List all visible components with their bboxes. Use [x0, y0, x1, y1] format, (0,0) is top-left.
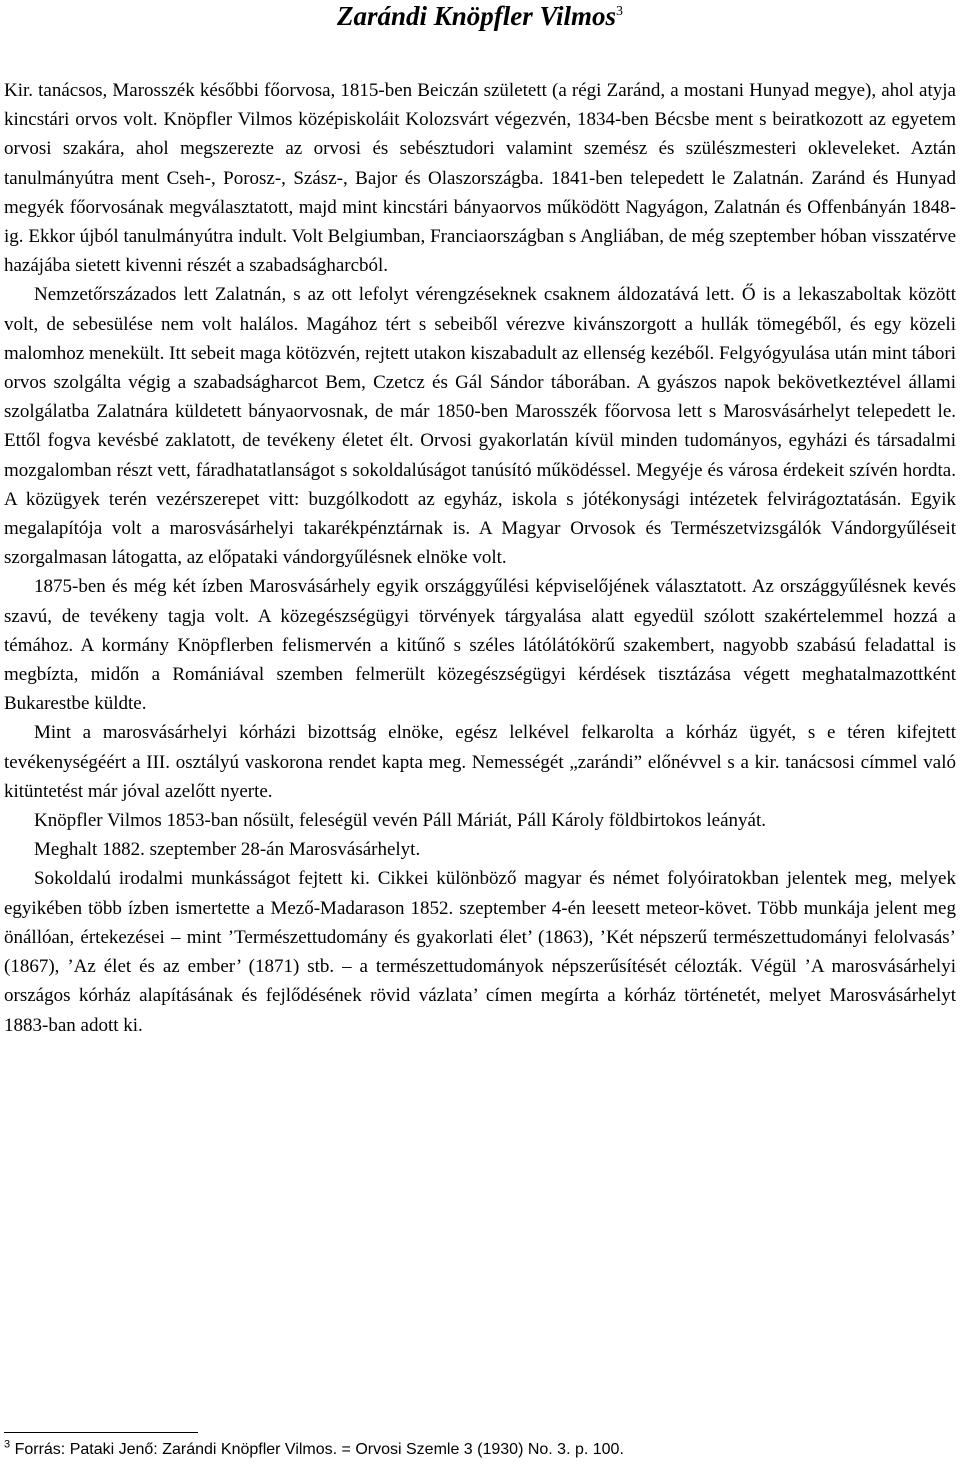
paragraph-6: Meghalt 1882. szeptember 28-án Marosvásárhelyt.: [34, 839, 421, 861]
paragraph-3: 1875-ben és még két ízben Marosvásárhely egyik országgyűlési képviselőjének választatott. Az országgyűlésnek kevés szavú, de tevékeny tagja volt. A közegészségügyi törvények tárgyalása alatt egyedül szólott szakértelemmel hozzá a témához. A kormány Knöpflerben felismervén a kitűnő s széles látólátókörű szakembert, nagyobb szabású feladattal is megbízta, midőn a Romániával szemben felmerült közegészségügyi kérdések tisztázása végett meghatalmazottként Bukarestbe küldte.: [4, 576, 956, 715]
footnote-text: Forrás: Pataki Jenő: Zarándi Knöpfler Vilmos. = Orvosi Szemle 3 (1930) No. 3. p. 100.: [14, 1441, 624, 1458]
document-page: [4, 0, 956, 1040]
paragraph-1: Kir. tanácsos, Marosszék későbbi főorvosa, 1815-ben Beiczán született (a régi Zaránd, a mostani Hunyad megye), ahol atyja kincstári orvos volt. Knöpfler Vilmos középiskoláit Kolozsvárt végezvén, 1834-ben Bécsbe ment s beiratkozott az egyetem orvosi szakára, ahol megszerezte az orvosi és sebésztudori valamint szemész és szülészmesteri okleveleket. Aztán tanulmányútra ment Cseh-, Porosz-, Szász-, Bajor és Olaszországba. 1841-ben telepedett le Zalatnán. Zaránd és Hunyad megyék főorvosának megválasztatott, majd mint kincstári bányaorvos működött Nagyágon, Zalatnán és Offenbányán 1848-ig. Ekkor újból tanulmányútra indult. Volt Belgiumban, Franciaországban s Angliában, de még szeptember hóban visszatérve hazájába sietett kivenni részét a szabadságharcból.: [4, 80, 956, 277]
page-title: [4, 0, 956, 32]
footnote: [4, 1440, 624, 1460]
paragraph-2: Nemzetőrszázados lett Zalatnán, s az ott lefolyt vérengzéseknek csaknem áldozatává lett. Ő is a lekaszaboltak között volt, de sebesülése nem volt halálos. Magához tért s sebeiből vérezve kivánszorgott a hullák tömegéből, és egy közeli malomhoz menekült. Itt sebeit maga kötözvén, rejtett utakon kiszabadult az ellenség kezéből. Felgyógyulása után mint tábori orvos szolgálta végig a szabadságharcot Bem, Czetcz és Gál Sándor táborában. A gyászos napok bekövetkeztével állami szolgálatba Zalatnára küldetett bányaorvosnak, de már 1850-ben Marosszék főorvosa lett s Marosvásárhelyt telepedett le. Ettől fogva kevésbé zaklatott, de tevékeny életet élt. Orvosi gyakorlatán kívül minden tudományos, egyházi és társadalmi mozgalomban részt vett, fáradhatatlanságot s sokoldalúságot tanúsító működéssel. Megyéje és városa érdekeit szívén hordta. A közügyek terén vezérszerepet vitt: buzgólkodott az egyház, iskola s jótékonysági intézetek felvirágoztatásán. Egyik megalapítója volt a marosvásárhelyi takarékpénztárnak is. A Magyar Orvosok és Természetvizsgálók Vándorgyűléseit szorgalmasan látogatta, az előpataki vándorgyűlésnek elnöke volt.: [4, 284, 956, 569]
footnote-divider: [4, 1432, 198, 1433]
footnote-number: 3: [4, 1438, 11, 1451]
paragraph-7: Sokoldalú irodalmi munkásságot fejtett ki. Cikkei különböző magyar és német folyóiratokban jelentek meg, melyek egyikében több ízben ismertette a Mező-Madarason 1852. szeptember 4-én leesett meteor-követ. Több munkája jelent meg önállóan, értekezései – mint ’Természettudomány és gyakorlati élet’ (1863), ’Két népszerű természettudományi felolvasás’ (1867), ’Az élet és az ember’ (1871) stb. – a természettudományok népszerűsítését célozták. Végül ’A marosvásárhelyi országos kórház alapításának és fejlődésének rövid vázlata’ címen megírta a kórház történetét, melyet Marosvásárhelyt 1883-ban adott ki.: [4, 868, 956, 1036]
document-body: [4, 76, 956, 1040]
title-footnote-ref: 3: [616, 4, 624, 19]
paragraph-4: Mint a marosvásárhelyi kórházi bizottság elnöke, egész lelkével felkarolta a kórház ügyét, s e téren kifejtett tevékenységéért a III. osztályú vaskorona rendet kapta meg. Nemességét „zarándi” előnévvel s a kir. tanácsosi címmel való kitüntetést már jóval azelőtt nyerte.: [4, 722, 956, 802]
paragraph-5: Knöpfler Vilmos 1853-ban nősült, feleségül vevén Páll Máriát, Páll Károly földbirtokos leányát.: [34, 810, 766, 832]
title-text: Zarándi Knöpfler Vilmos: [336, 1, 617, 31]
